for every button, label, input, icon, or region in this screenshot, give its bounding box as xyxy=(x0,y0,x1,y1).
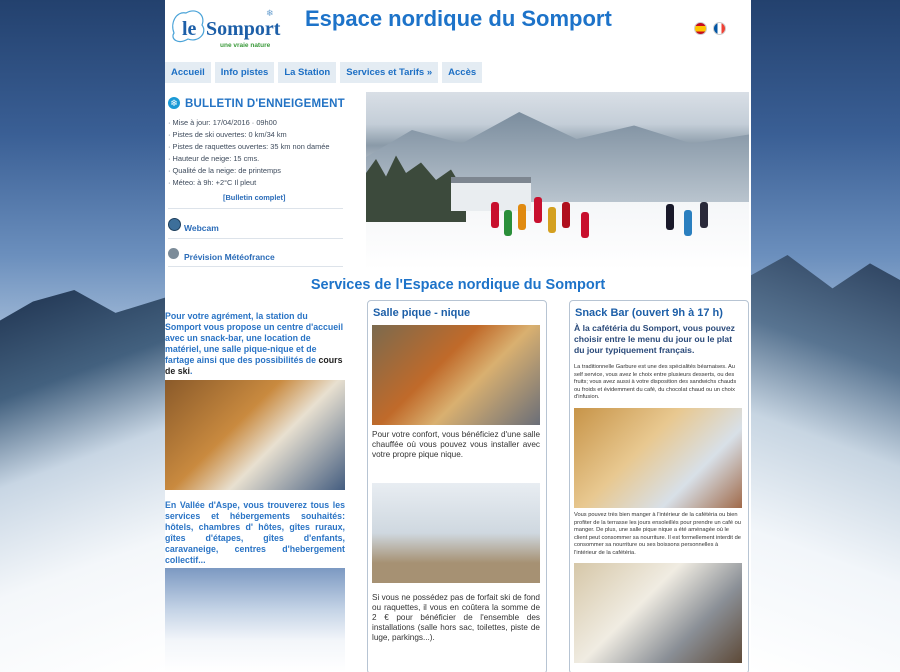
background-mountain-left xyxy=(0,290,165,672)
self-service-photo xyxy=(574,563,742,663)
spain-flag-icon[interactable] xyxy=(694,22,707,35)
snack-title: Snack Bar (ouvert 9h à 17 h) xyxy=(575,307,723,319)
bulletin-lines xyxy=(168,117,338,189)
snowflake-icon: ❄ xyxy=(168,97,180,109)
webcam-icon xyxy=(168,218,181,231)
bulletin-snowshoe-tracks: · Pistes de raquettes ouvertes: 35 km non damée xyxy=(168,142,330,151)
bulletin-title: BULLETIN D'ENNEIGEMENT xyxy=(185,98,345,110)
main-nav xyxy=(165,62,482,83)
cloud-icon xyxy=(168,248,179,259)
vallee-aspe-text: En Vallée d'Aspe, vous trouverez tous les services et hébergements souhaités: hôtels, chambres d' hôtes, gîtes ruraux, gîtes d'étapes, gîtes d'enfants, caravaneige, centres d'hebergement collectif... xyxy=(165,500,345,565)
nav-info-pistes[interactable]: Info pistes xyxy=(215,62,275,83)
meteo-link[interactable]: Prévision Météofrance xyxy=(184,252,275,262)
bulletin-update: · Mise à jour: 17/04/2016 · 09h00 xyxy=(168,118,277,127)
divider xyxy=(168,266,343,267)
snowflake-icon: ❄ xyxy=(266,8,274,18)
snack-text-1: La traditionnelle Garbure est une des spécialités béarnaises. Au self service, vous avez le choix entre plusieurs desserts, ou des fruits; vous avez aussi à votre disposition des sandwichs chauds ou froids et évidemment du café, du chocolat chaud ou un choix d'infusion. xyxy=(574,364,737,400)
cafeteria-photo xyxy=(574,408,742,508)
bulletin-snow-quality: · Qualité de la neige: de printemps xyxy=(168,166,281,175)
picnic-text-2: Si vous ne possédez pas de forfait ski de fond ou raquettes, il vous en coûtera la somme de 2 € pour bénéficier de l'ensemble des installations (salle hors sac, toilettes, piste de luge, parkings...). xyxy=(372,593,540,642)
france-flag-icon[interactable] xyxy=(713,22,726,35)
picnic-text-1: Pour votre confort, vous bénéficiez d'une salle chauffée où vous pouvez vous installer avec votre propre pique nique. xyxy=(372,430,540,459)
nav-accueil[interactable]: Accueil xyxy=(165,62,211,83)
services-intro-text: Pour votre agrément, la station du Somport vous propose un centre d'accueil avec un snack-bar, une location de matériel, une salle pique-nique et de fartage ainsi que des possibilités de xyxy=(165,311,344,365)
site-title: Espace nordique du Somport xyxy=(305,6,612,31)
picnic-room-photo xyxy=(372,325,540,425)
snack-text-2: Vous pouvez très bien manger à l'intérieur de la cafétéria ou bien profiter de la terrasse les jours ensoleillés pour prendre un café ou manger. De plus, une salle pique nique a été aménagée où le client peut consommer sa nourriture. Il est formellement interdit de consommer sa nourriture ou ses boissons personnelles à l'intérieur de la cafétéria. xyxy=(574,512,741,556)
bulletin-weather: · Méteo: à 9h: +2°C Il pleut xyxy=(168,178,257,187)
picnic-room-empty-photo xyxy=(372,483,540,583)
reception-desk-photo xyxy=(165,380,345,490)
bulletin-ski-tracks: · Pistes de ski ouvertes: 0 km/34 km xyxy=(168,130,287,139)
divider xyxy=(168,238,343,239)
bulletin-snow-height: · Hauteur de neige: 15 cms. xyxy=(168,154,260,163)
picnic-title: Salle pique - nique xyxy=(373,307,471,319)
logo-text-le: le xyxy=(182,18,197,40)
nav-la-station[interactable]: La Station xyxy=(278,62,336,83)
ski-lessons-link[interactable]: cours de ski xyxy=(165,355,343,376)
services-title: Services de l'Espace nordique du Somport xyxy=(310,277,606,293)
somport-logo[interactable] xyxy=(168,3,286,53)
services-intro xyxy=(165,311,345,377)
webcam-link[interactable]: Webcam xyxy=(184,223,219,233)
page-content xyxy=(165,0,751,672)
logo-text-somport: Somport xyxy=(206,18,281,40)
background-mountain-right xyxy=(750,255,900,672)
hero-photo-skiers xyxy=(366,92,749,270)
logo-tagline: une vraie nature xyxy=(220,42,271,49)
snack-intro: À la cafétéria du Somport, vous pouvez choisir entre le menu du jour ou le plat du jour typiquement français. xyxy=(574,323,735,355)
nav-acces[interactable]: Accès xyxy=(442,62,482,83)
divider xyxy=(168,208,343,209)
services-intro-end: . xyxy=(189,366,193,376)
bulletin-complete-link[interactable]: [Bulletin complet] xyxy=(223,193,286,202)
nav-services-tarifs[interactable]: Services et Tarifs » xyxy=(340,62,438,83)
snowy-trail-photo xyxy=(165,568,345,672)
